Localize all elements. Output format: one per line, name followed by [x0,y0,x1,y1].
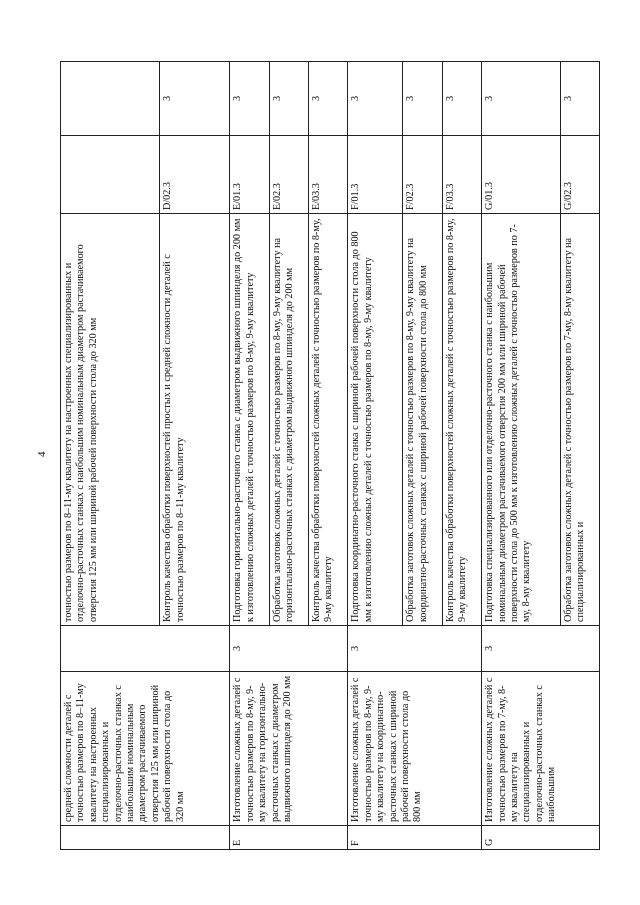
function-name-cell: Обработка заготовок сложных деталей с точностью размеров по 8-му, 9-му квалитету на координатно-расточных станках с шириной рабочей поверхности стола до 800 мм [403,214,442,626]
document-page [60,62,600,850]
function-name-cell: Обработка заготовок сложных деталей с точностью размеров по 7-му, 8-му квалитету на специализированных и [560,214,599,626]
table-row [348,62,403,850]
row-letter: E [230,826,348,850]
function-level-cell: 3 [308,62,347,136]
general-level-cell [61,626,230,672]
table-row [230,62,269,850]
function-level-cell [61,62,160,136]
function-name-cell: Контроль качества обработки поверхностей сложных деталей с точностью размеров по 8-му, 9-му квалитету [308,214,347,626]
function-code-cell: E/01.3 [230,136,269,214]
function-code-cell: E/03.3 [308,136,347,214]
general-function-cell: Изготовление сложных деталей с точностью размеров по 7-му, 8-му квалитету на специализированных и отделочно-расточных станках с наибольшим [482,672,600,826]
function-code-cell: G/02.3 [560,136,599,214]
general-function-cell: Изготовление сложных деталей с точностью размеров по 8-му, 9-му квалитету на горизонтально-расточных станках с диаметром выдвижного шпинделя до 200 мм [230,672,348,826]
function-level-cell: 3 [560,62,599,136]
function-level-cell: 3 [269,62,308,136]
function-name-cell: Подготовка координатно-расточного станка с шириной рабочей поверхности стола до 800 мм к изготовлению сложных деталей с точностью размеров по 8-му, 9-му квалитету [348,214,403,626]
function-level-cell: 3 [442,62,481,136]
function-code-cell [61,136,160,214]
function-name-cell: Подготовка горизонтально-расточного станка с диаметром выдвижного шпинделя до 200 мм к изготовлению сложных деталей с точностью размеров по 8-му, 9-му квалитету [230,214,269,626]
page-number: 4 [36,451,48,457]
function-name-cell: точностью размеров по 8–11-му квалитету на настроенных специализированных и отделочно-расточных станках с наибольшим номинальным диаметром растачиваемого отверстия 125 мм или шириной рабочей поверхности стола до 320 мм [61,214,160,626]
function-code-cell: D/02.3 [160,136,230,214]
general-level-cell: 3 [230,626,348,672]
general-function-cell: средней сложности деталей с точностью размеров по 8–11-му квалитету на настроенных специализированных и отделочно-расточных станках с наибольшим номинальным диаметром растачиваемого отверстия 125 мм или шириной рабочей поверхности стола до 320 мм [61,672,230,826]
function-name-cell: Подготовка специализированного или отделочно-расточного станка с наибольшим номинальным диаметром растачиваемого отверстия 200 мм или шириной рабочей поверхности стола до 500 мм к изготовлению сложных деталей с точностью размеров по 7-му, 8-му квалитету [482,214,561,626]
function-level-cell: 3 [160,62,230,136]
row-letter: F [348,826,482,850]
function-name-cell: Контроль качества обработки поверхностей простых и средней сложности деталей с точностью размеров по 8–11-му квалитету [160,214,230,626]
function-level-cell: 3 [482,62,561,136]
function-code-cell: F/03.3 [442,136,481,214]
general-level-cell: 3 [482,626,600,672]
row-letter: G [482,826,600,850]
table-row [482,62,561,850]
rotated-table-container [60,62,600,850]
general-function-cell: Изготовление сложных деталей с точностью размеров по 8-му, 9-му квалитету на координатно-расточных станках с шириной рабочей поверхности стола до 800 мм [348,672,482,826]
function-code-cell: F/02.3 [403,136,442,214]
function-code-cell: F/01.3 [348,136,403,214]
function-code-cell: G/01.3 [482,136,561,214]
function-level-cell: 3 [230,62,269,136]
functions-table [60,61,600,850]
general-level-cell: 3 [348,626,482,672]
function-name-cell: Обработка заготовок сложных деталей с точностью размеров по 8-му, 9-му квалитету на горизонтально-расточных станках с диаметром выдвижного шпинделя до 200 мм [269,214,308,626]
function-level-cell: 3 [403,62,442,136]
function-level-cell: 3 [348,62,403,136]
function-code-cell: E/02.3 [269,136,308,214]
table-row [61,62,160,850]
row-letter [61,826,230,850]
function-name-cell: Контроль качества обработки поверхностей сложных деталей с точностью размеров по 8-му, 9-му квалитету [442,214,481,626]
